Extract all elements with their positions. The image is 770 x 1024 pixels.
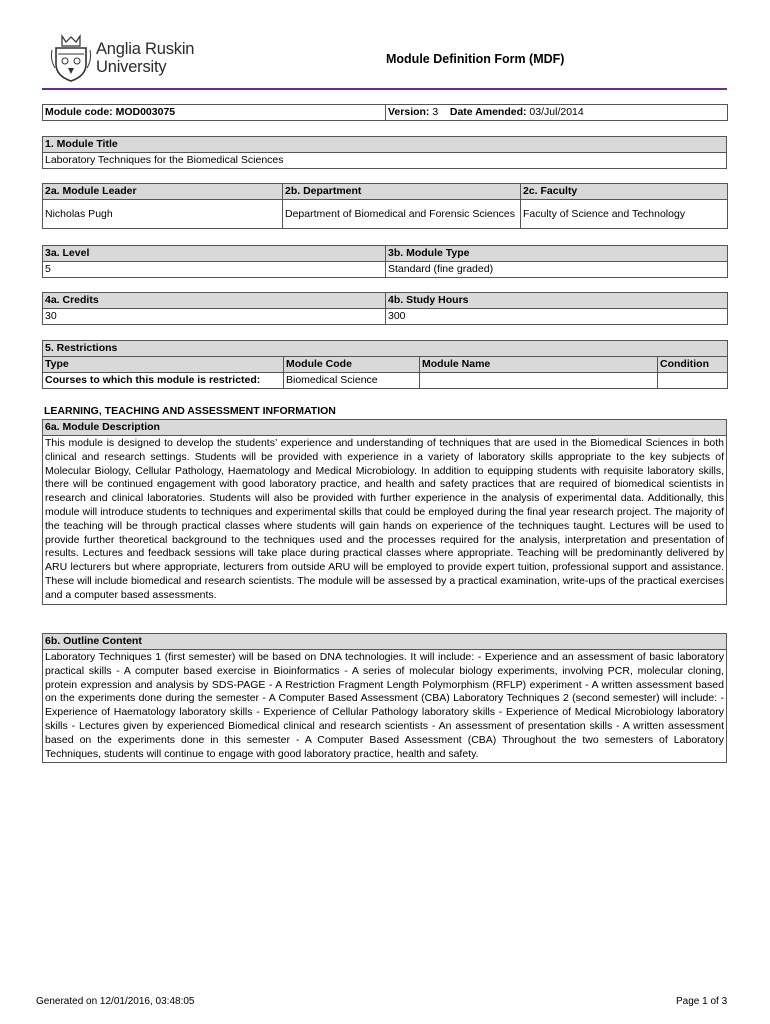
logo-line-1: Anglia Ruskin (96, 40, 195, 58)
description-text: This module is designed to develop the students’ experience and understanding of techniques that are used in the Biomedical Sciences in both clinical and research settings. Students will be provided with experience in a variety of laboratory skills appropriate to the key subjects of Molecular Biology, Cellular Pathology, Haematology and Medical Microbiology. In addition to equipping students with requisite laboratory skills, there will be continued engagement with good laboratory practice, and health and safety practices that are required of biomedical scientists in research and clinical laboratories. Students will also be provided with further experience in the analysis of experimental data. Additionally, this module will introduce students to techniques and experimental skills that could be employed during the final year research project. The majority of the teaching will be through practical classes where students will gain hands on experience of the techniques taught. Lectures will be used to provide further theoretical background to the techniques used and the processes required for the analysis, interpretation and presentation of results. Lectures and feedback sessions will take place during practical classes where appropriate. Teaching will be predominantly delivered by ARU lecturers but where appropriate, lecturers from outside ARU will be employed to provide expert tuition, professional support and assistance. These will include biomedical and research scientists. The module will be assessed by a practical examination, write-ups of the practical exercises and a computer based assessments. (43, 436, 727, 605)
form-title: Module Definition Form (MDF) (386, 52, 565, 66)
university-logo (50, 34, 210, 84)
date-amended-label: Date Amended: (449, 106, 527, 118)
department-value: Department of Biomedical and Forensic Sciences (283, 200, 521, 229)
module-leader-value: Nicholas Pugh (43, 200, 283, 229)
date-amended-value: 03/Jul/2014 (529, 106, 584, 118)
module-title-value: Laboratory Techniques for the Biomedical Sciences (43, 153, 727, 169)
leader-table (42, 183, 728, 229)
module-leader-label: 2a. Module Leader (43, 184, 283, 200)
description-label: 6a. Module Description (43, 420, 727, 436)
outline-table (42, 633, 727, 763)
study-hours-value: 300 (386, 309, 728, 325)
restrictions-table (42, 340, 728, 389)
version-value: 3 (432, 106, 439, 118)
restrictions-row-type: Courses to which this module is restricted: (43, 373, 284, 389)
module-meta-table (42, 104, 728, 121)
restrictions-label: 5. Restrictions (43, 341, 728, 357)
restrictions-row-condition (658, 373, 728, 389)
generated-timestamp: Generated on 12/01/2016, 03:48:05 (36, 996, 195, 1007)
module-title-label: 1. Module Title (43, 137, 727, 153)
header-divider (42, 88, 727, 90)
module-title-table (42, 136, 727, 169)
restrictions-row-code: Biomedical Science (284, 373, 420, 389)
level-value: 5 (43, 262, 386, 278)
lta-heading: LEARNING, TEACHING AND ASSESSMENT INFORMATION (44, 405, 336, 417)
crest-icon (50, 34, 92, 82)
version-cell (386, 105, 728, 121)
faculty-label: 2c. Faculty (521, 184, 728, 200)
module-code-cell (43, 105, 386, 121)
credits-value: 30 (43, 309, 386, 325)
credits-table (42, 292, 728, 325)
study-hours-label: 4b. Study Hours (386, 293, 728, 309)
logo-line-2: University (96, 58, 167, 76)
module-type-value: Standard (fine graded) (386, 262, 728, 278)
faculty-value: Faculty of Science and Technology (521, 200, 728, 229)
level-label: 3a. Level (43, 246, 386, 262)
description-table (42, 419, 727, 605)
restrictions-col-type: Type (43, 357, 284, 373)
level-table (42, 245, 728, 278)
outline-text: Laboratory Techniques 1 (first semester) will be based on DNA technologies. It will include: - Experience and an assessment of basic laboratory practical skills - A computer based exercise in Bioinformatics - A series of molecular biology experiments, involving PCR, molecular cloning, protein expression and analysis by SDS-PAGE - A Restriction Fragment Length Polymorphism (RFLP) experiment - A written assessment based on the experiments done during the semester - A Computer Based Assessment (CBA) Laboratory Techniques 2 (second semester) will include: - Experience of Haematology laboratory skills - Experience of Cellular Pathology laboratory skills - Experience of Medical Microbiology laboratory skills - Lectures given by experienced Biomedical clinical and research scientists - An assessment of presentation skills - A written assessment based on the experiments done in this semester - A Computer Based Assessment (CBA) Throughout the two semesters of Laboratory Techniques, students will continue to engage with good laboratory practice, health and safety. (43, 650, 727, 763)
restrictions-row-name (420, 373, 658, 389)
restrictions-col-condition: Condition (658, 357, 728, 373)
page-number: Page 1 of 3 (676, 996, 728, 1007)
restrictions-col-name: Module Name (420, 357, 658, 373)
module-type-label: 3b. Module Type (386, 246, 728, 262)
department-label: 2b. Department (283, 184, 521, 200)
version-label: Version: (388, 106, 430, 118)
module-code-label: Module code: (45, 106, 113, 118)
module-code-value: MOD003075 (115, 106, 176, 118)
credits-label: 4a. Credits (43, 293, 386, 309)
restrictions-col-code: Module Code (284, 357, 420, 373)
outline-label: 6b. Outline Content (43, 634, 727, 650)
